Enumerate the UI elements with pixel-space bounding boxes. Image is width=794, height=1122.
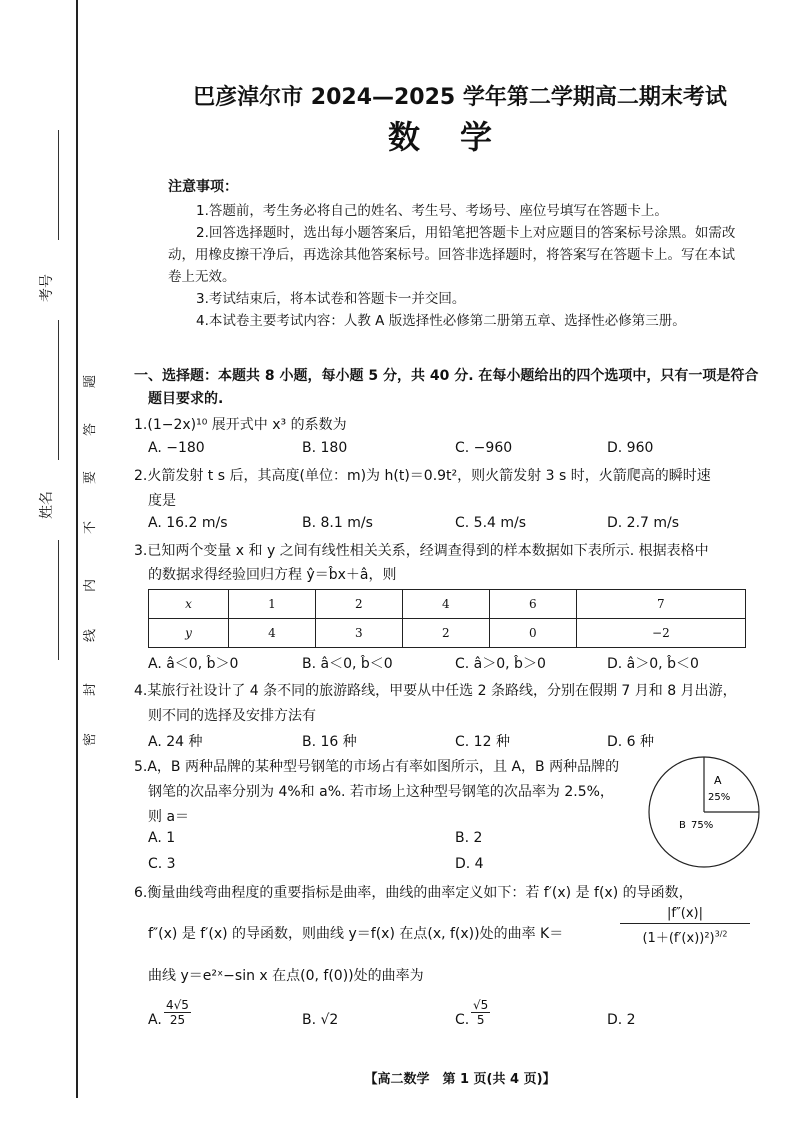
seal-char: 封	[83, 682, 99, 697]
fraction-denominator: 25	[169, 1013, 186, 1027]
exam-title: 巴彦淖尔市 2024—2025 学年第二学期高二期末考试	[193, 85, 727, 110]
q5-option-b: B. 2	[455, 830, 483, 846]
formula-denominator-base: (1＋(f′(x))²)	[642, 931, 715, 946]
q1-option-c: C. −960	[455, 440, 513, 456]
q3-stem: 3.已知两个变量 x 和 y 之间有线性相关关系，经调查得到的样本数据如下表所示. 根据表格中	[134, 543, 709, 559]
binding-line	[76, 0, 78, 1098]
q4-stem: 4.某旅行社设计了 4 条不同的旅游路线，甲要从中任选 2 条路线，分别在假期 7 月和 8 月出游，	[134, 683, 737, 699]
page-footer: 【高二数学 第 1 页(共 4 页)】	[364, 1072, 556, 1087]
q4-option-d: D. 6 种	[607, 734, 655, 750]
seal-char: 不	[83, 520, 99, 535]
note-item: 2.回答选择题时，选出每小题答案后，用铅笔把答题卡上对应题目的答案标号涂黑。如需改动，用橡皮擦干净后，再选涂其他答案标号。回答非选择题时，将答案写在答题卡上。写在本试卷上无效。	[168, 225, 736, 285]
pie-label-a: A	[714, 774, 722, 787]
table-header-x: x	[149, 590, 229, 619]
exam-no-label: 考号	[39, 274, 55, 302]
table-cell: 6	[489, 590, 576, 619]
q2-option-d: D. 2.7 m/s	[607, 515, 680, 531]
notes-heading: 注意事项：	[168, 179, 238, 195]
q2-stem: 2.火箭发射 t s 后，其高度(单位：m)为 h(t)＝0.9t²，则火箭发射 3 s 时，火箭爬高的瞬时速	[134, 468, 711, 484]
q2-option-b: B. 8.1 m/s	[302, 515, 373, 531]
note-item: 1.答题前，考生务必将自己的姓名、考生号、考场号、座位号填写在答题卡上。	[196, 203, 668, 219]
seal-char: 题	[83, 374, 99, 389]
q5-stem: 5.A，B 两种品牌的某种型号钢笔的市场占有率如图所示，且 A，B 两种品牌的	[134, 759, 620, 775]
table-cell: 2	[402, 619, 489, 648]
table-row	[149, 619, 746, 648]
seal-char: 线	[83, 628, 99, 643]
q5-option-d: D. 4	[455, 856, 484, 872]
q6-option-a-prefix: A.	[148, 1012, 162, 1028]
q6-option-a-fraction	[164, 998, 191, 1027]
q2-option-c: C. 5.4 m/s	[455, 515, 527, 531]
seal-char: 内	[83, 578, 99, 593]
note-item: 4.本试卷主要考试内容：人教 A 版选择性必修第二册第五章、选择性必修第三册。	[196, 313, 686, 329]
q2-stem-cont: 度是	[148, 493, 176, 509]
q3-option-c: C. â＞0, b̂＞0	[455, 656, 546, 672]
table-cell: 1	[228, 590, 315, 619]
q3-option-d: D. â＞0, b̂＜0	[607, 656, 699, 672]
q6-option-c-fraction	[471, 998, 490, 1027]
q6-stem-cont: 曲线 y＝e²ˣ−sin x 在点(0, f(0))处的曲率为	[148, 968, 424, 984]
q5-option-c: C. 3	[148, 856, 176, 872]
exam-no-line	[58, 130, 59, 240]
q6-option-b: B. √2	[302, 1012, 339, 1028]
q4-option-a: A. 24 种	[148, 734, 203, 750]
formula-numerator: |f″(x)|	[620, 906, 750, 924]
fraction-numerator: 4√5	[166, 998, 189, 1012]
seal-char: 要	[83, 470, 99, 485]
q6-option-d: D. 2	[607, 1012, 636, 1028]
pie-value-b: 75%	[691, 820, 714, 831]
q1-option-a: A. −180	[148, 440, 205, 456]
q4-stem-cont: 则不同的选择及安排方法有	[148, 708, 316, 724]
seal-char: 答	[83, 422, 99, 437]
table-cell: 0	[489, 619, 576, 648]
curvature-formula	[620, 906, 750, 946]
market-share-pie-chart	[646, 754, 762, 870]
q4-option-c: C. 12 种	[455, 734, 510, 750]
q3-option-a: A. â＜0, b̂＞0	[148, 656, 239, 672]
binding-margin	[0, 0, 110, 1122]
table-cell: 2	[315, 590, 402, 619]
formula-exponent: 3/2	[714, 929, 728, 939]
q5-option-a: A. 1	[148, 830, 176, 846]
fraction-numerator: √5	[473, 998, 489, 1012]
section-heading-cont: 题目要求的.	[148, 391, 224, 407]
table-cell: 4	[228, 619, 315, 648]
note-item: 3.考试结束后，将本试卷和答题卡一并交回。	[196, 291, 466, 307]
section-heading: 一、选择题：本题共 8 小题，每小题 5 分，共 40 分. 在每小题给出的四个选项中，只有一项是符合	[134, 368, 759, 384]
formula-denominator	[620, 924, 750, 946]
pie-label-b: B	[679, 820, 686, 831]
table-header-y: y	[149, 619, 229, 648]
q5-stem-cont: 钢笔的次品率分别为 4%和 a%. 若市场上这种型号钢笔的次品率为 2.5%，	[148, 784, 614, 800]
q5-stem-cont: 则 a＝	[148, 809, 190, 825]
table-row	[149, 590, 746, 619]
q3-data-table	[148, 589, 746, 648]
q1-option-d: D. 960	[607, 440, 654, 456]
q6-stem: 6.衡量曲线弯曲程度的重要指标是曲率，曲线的曲率定义如下：若 f′(x) 是 f(x) 的导函数，	[134, 885, 693, 901]
q3-stem-cont: 的数据求得经验回归方程 ŷ＝b̂x＋â，则	[148, 567, 397, 583]
class-line	[58, 540, 59, 660]
q1-stem: 1.(1−2x)¹⁰ 展开式中 x³ 的系数为	[134, 417, 347, 433]
subject-title: 数学	[387, 118, 532, 156]
table-cell: 4	[402, 590, 489, 619]
pie-value-a: 25%	[708, 792, 731, 803]
table-cell: 7	[576, 590, 745, 619]
table-cell: 3	[315, 619, 402, 648]
name-line	[58, 320, 59, 460]
q4-option-b: B. 16 种	[302, 734, 357, 750]
seal-char: 密	[83, 732, 99, 747]
name-label: 姓名	[39, 491, 55, 519]
table-cell: −2	[576, 619, 745, 648]
q1-option-b: B. 180	[302, 440, 348, 456]
q2-option-a: A. 16.2 m/s	[148, 515, 228, 531]
q3-option-b: B. â＜0, b̂＜0	[302, 656, 393, 672]
q6-option-c-prefix: C.	[455, 1012, 470, 1028]
fraction-denominator: 5	[476, 1013, 485, 1027]
q6-stem-cont: f″(x) 是 f′(x) 的导函数，则曲线 y＝f(x) 在点(x, f(x))处的曲率 K＝	[148, 926, 564, 942]
